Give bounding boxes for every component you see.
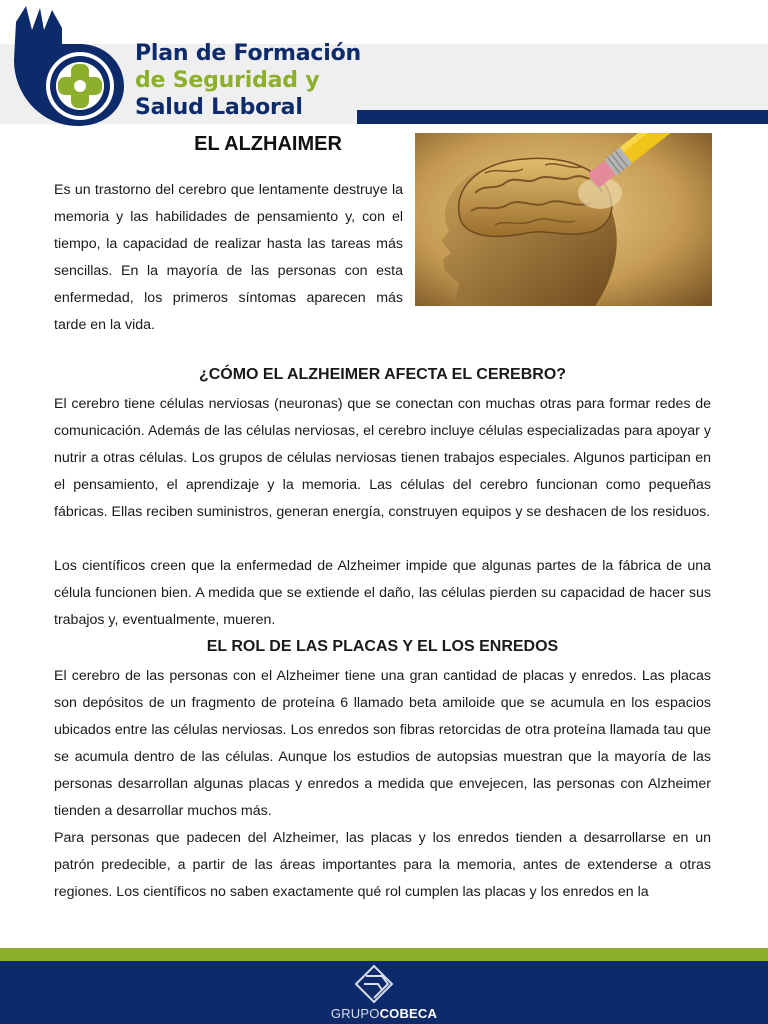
section1-paragraph1: El cerebro tiene células nerviosas (neuronas) que se conectan con muchas otras para formar redes de comunicación. Además de las células nerviosas, el cerebro incluye células especializadas para apoyar y nutrir a otras células. Los grupos de células nerviosas tienen trabajos especiales. Algunos participan en el pensamiento, el aprendizaje y la memoria. Las células del cerebro funcionan como pequeñas fábricas. Ellas reciben suministros, generan energía, construyen equipos y se deshacen de los residuos. [54, 396, 711, 520]
ok-hand-cross-logo-icon [6, 0, 134, 132]
section2-paragraph1: El cerebro de las personas con el Alzheimer tiene una gran cantidad de placas y enredos. Las placas son depósitos de un fragmento de proteína 6 llamado beta amiloide que se acumula en los espacios ubicados entre las células nerviosas. Los enredos son fibras retorcidas de otra proteína llamada tau que se acumula dentro de las células. Aunque los estudios de autopsias muestran que la mayoría de las personas desarrollan algunas placas y enredos a medida que envejecen, las personas con Alzheimer tienden a desarrollar muchos más. [54, 668, 711, 819]
brain-eraser-illustration-icon [415, 133, 712, 306]
section1-paragraph2: Los científicos creen que la enfermedad de Alzheimer impide que algunas partes de la fábrica de una célula funcionen bien. A medida que se extiende el daño, las células pierden su capacidad de hacer sus trabajos y, eventualmente, mueren. [54, 558, 711, 628]
header-title-line3: Salud Laboral [135, 95, 303, 120]
header-rule [357, 110, 768, 124]
header-title-line2: de Seguridad y [135, 68, 320, 93]
footer-brand [0, 1006, 768, 1021]
footer-brand-part2: COBECA [379, 1006, 438, 1021]
page-title: EL ALZHAIMER [194, 133, 342, 155]
footer-brand-part1: GRUPO [330, 1006, 380, 1021]
cobeca-diamond-logo-icon [352, 964, 396, 1004]
section-heading-brain: ¿CÓMO EL ALZHEIMER AFECTA EL CEREBRO? [198, 366, 567, 383]
footer-green-stripe [0, 948, 768, 961]
section-heading-plaques: EL ROL DE LAS PLACAS Y EL LOS ENREDOS [206, 638, 559, 655]
header-title-line1: Plan de Formación [135, 41, 361, 66]
header-title [135, 40, 361, 121]
section2-paragraph2: Para personas que padecen del Alzheimer, las placas y los enredos tienden a desarrollarse en un patrón predecible, a partir de las áreas importantes para la memoria, antes de extenderse a otras regiones. Los científicos no saben exactamente qué rol cumplen las placas y los enredos en la [54, 830, 711, 900]
intro-paragraph: Es un trastorno del cerebro que lentamente destruye la memoria y las habilidades de pensamiento y, con el tiempo, la capacidad de realizar hasta las tareas más sencillas. En la mayoría de las personas con esta enfermedad, los primeros síntomas aparecen más tarde en la vida. [54, 182, 403, 333]
